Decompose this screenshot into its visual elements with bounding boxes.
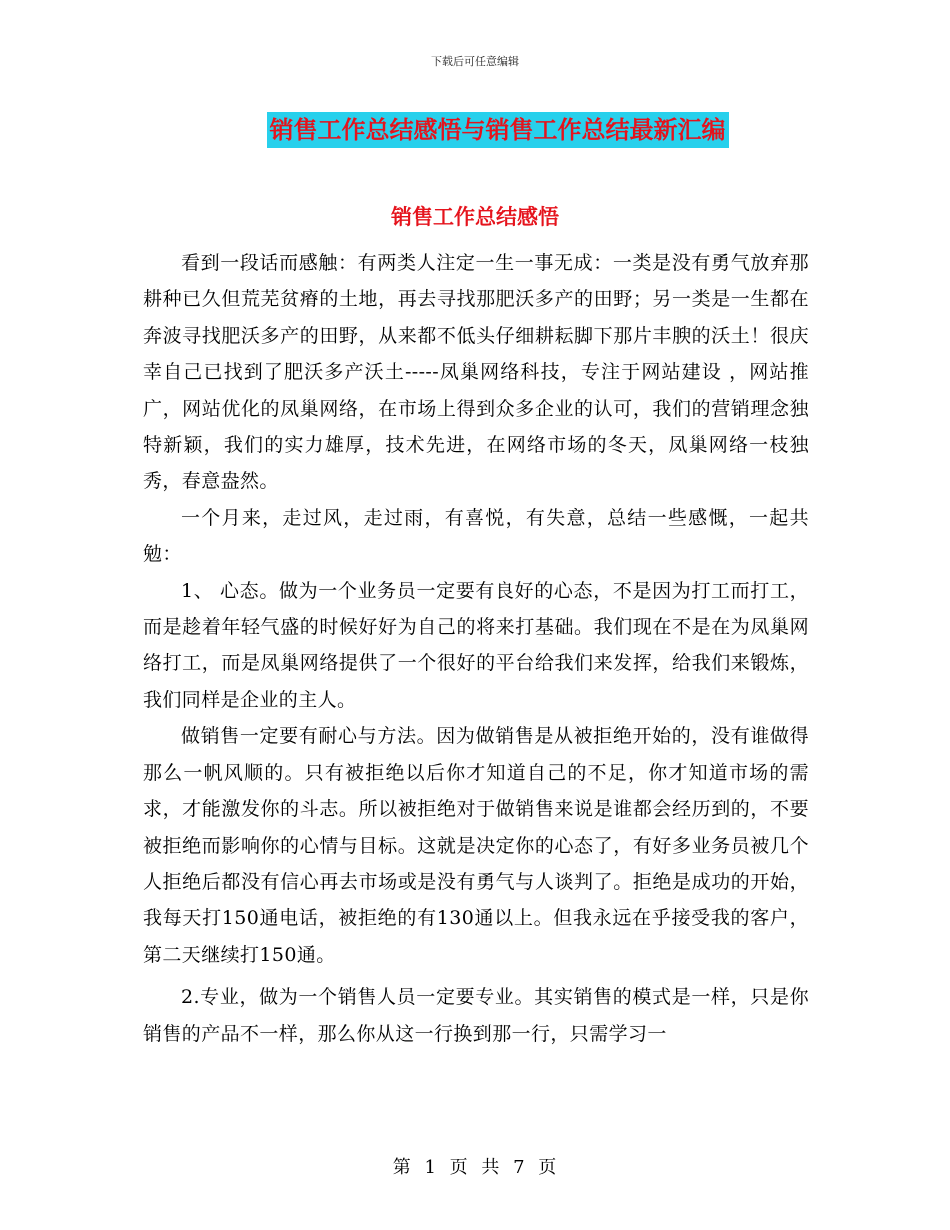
page-footer: 第 1 页 共 7 页 — [392, 1157, 558, 1178]
paragraph-1: 看到一段话而感触：有两类人注定一生一事无成：一类是没有勇气放弃那耕种已久但荒芜贫瘠的土地，再去寻找那肥沃多产的田野；另一类是一生都在奔波寻找肥沃多产的田野，从来都不低头仔细耕耘脚下那片丰腴的沃土！很庆幸自己已找到了肥沃多产沃土-----凤巢网络科技，专注于网站建设 ，网站推广，网站优化的凤巢网络，在市场上得到众多企业的认可，我们的营销理念独特新颖，我们的实力雄厚，技术先进，在网络市场的冬天，凤巢网络一枝独秀，春意盎然。 — [143, 252, 809, 493]
paragraph-5: 2.专业，做为一个销售人员一定要专业。其实销售的模式是一样，只是你销售的产品不一样，那么你从这一行换到那一行，只需学习一 — [143, 986, 809, 1045]
header-note: 下载后可任意编辑 — [431, 55, 519, 68]
main-title: 销售工作总结感悟与销售工作总结最新汇编 — [267, 112, 729, 148]
document-body — [143, 245, 809, 1052]
section-title: 销售工作总结感悟 — [391, 205, 559, 229]
main-title-container — [0, 112, 950, 148]
paragraph-3: 1、 心态。做为一个业务员一定要有良好的心态，不是因为打工而打工，而是趁着年轻气盛的时候好好为自己的将来打基础。我们现在不是在为凤巢网络打工，而是凤巢网络提供了一个很好的平台给我们来发挥，给我们来锻炼，我们同样是企业的主人。 — [143, 579, 809, 711]
paragraph-4: 做销售一定要有耐心与方法。因为做销售是从被拒绝开始的，没有谁做得那么一帆风顺的。只有被拒绝以后你才知道自己的不足，你才知道市场的需求，才能激发你的斗志。所以被拒绝对于做销售来说是谁都会经历到的，不要被拒绝而影响你的心情与目标。这就是决定你的心态了，有好多业务员被几个人拒绝后都没有信心再去市场或是没有勇气与人谈判了。拒绝是成功的开始，我每天打150通电话，被拒绝的有130通以上。但我永远在乎接受我的客户，第二天继续打150通。 — [143, 725, 809, 966]
paragraph-2: 一个月来，走过风，走过雨，有喜悦，有失意，总结一些感慨，一起共勉： — [143, 506, 809, 566]
